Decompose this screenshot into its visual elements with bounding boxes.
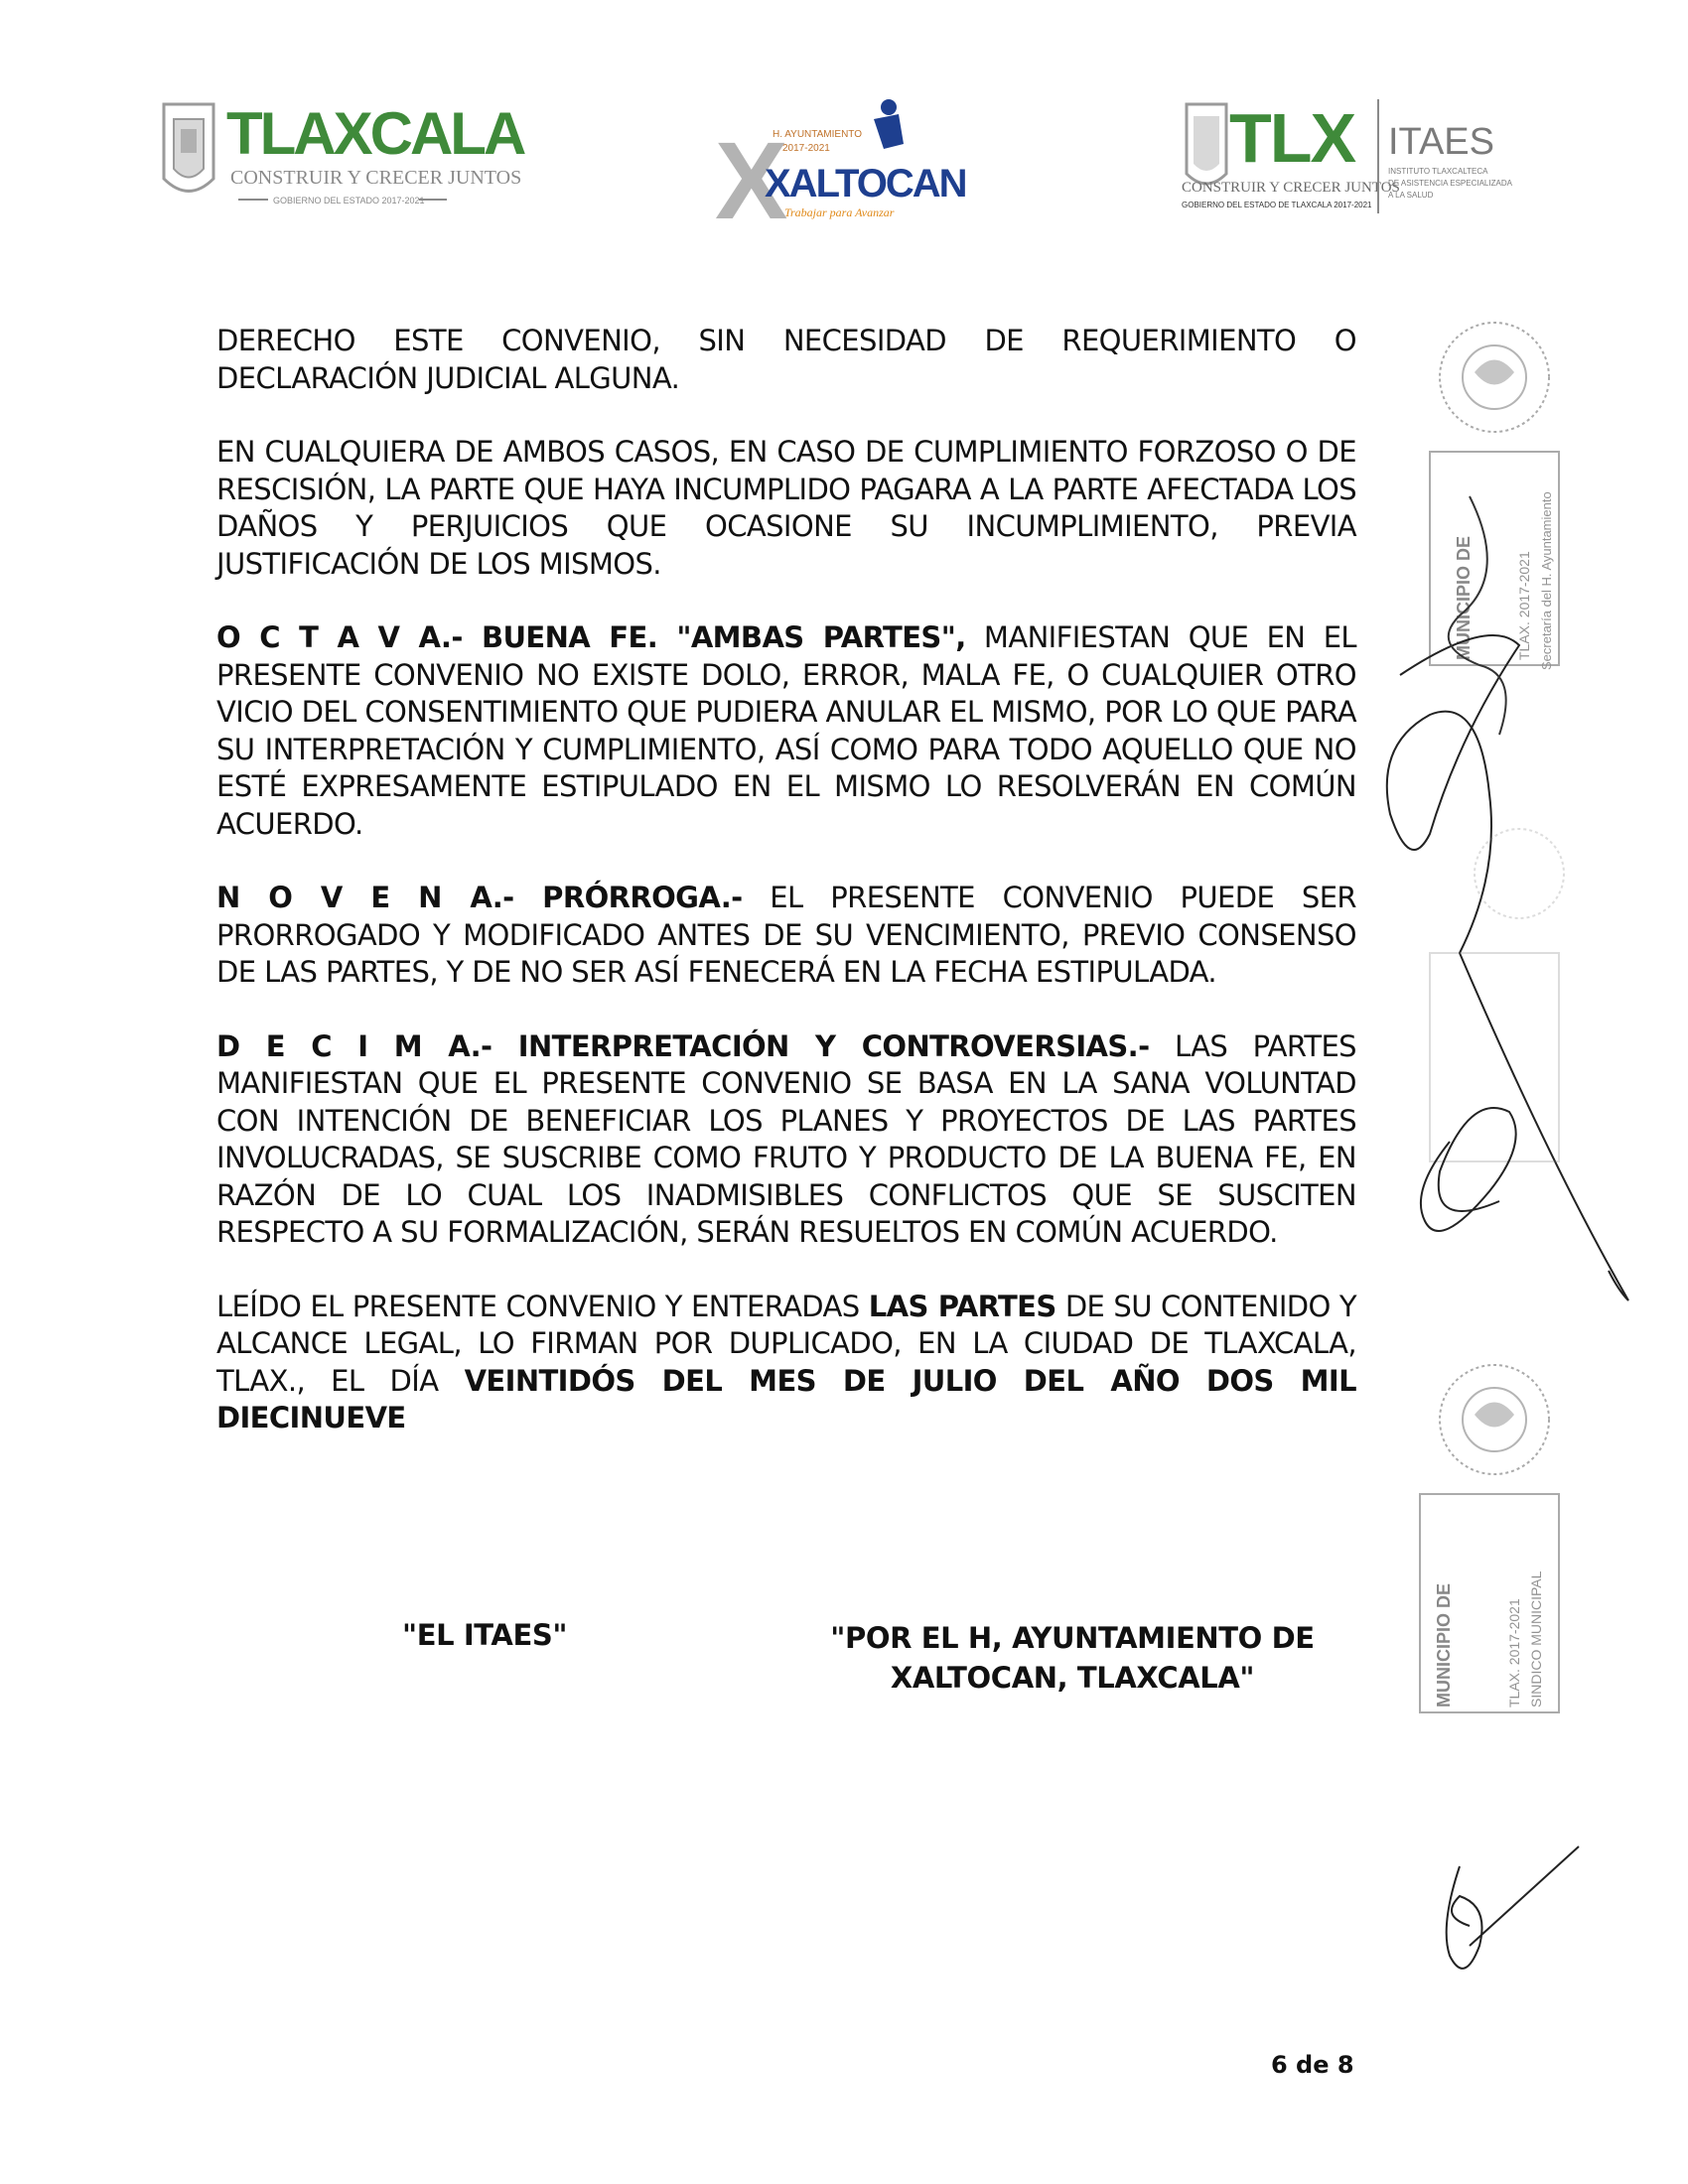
signature-label-ayuntamiento	[814, 1618, 1331, 1698]
faded-stamp-icon	[1430, 829, 1564, 1161]
clause-novena-heading: N O V E N A.- PRÓRROGA.-	[216, 881, 743, 914]
xaltocan-top: H. AYUNTAMIENTO	[773, 129, 863, 140]
clause-octava	[216, 619, 1356, 843]
paragraph-rescision: EN CUALQUIERA DE AMBOS CASOS, EN CASO DE CUMPLIMIENTO FORZOSO O DE RESCISIÓN, LA PARTE QUE HAYA INCUMPLIDO PAGARA A LA PARTE AFECTADA LOS DAÑOS Y PERJUICIOS QUE OCASIONE SU INCUMPLIMIENTO, PREVIA JUSTIFICACIÓN DE LOS MISMOS.	[216, 435, 1356, 581]
signature-label-itaes: "EL ITAES"	[402, 1618, 568, 1652]
xaltocan-logo	[685, 89, 966, 242]
xaltocan-wordmark: XALTOCAN	[765, 162, 966, 205]
stamp2-line1: MUNICIPIO DE	[1434, 1582, 1454, 1707]
clause-octava-text: MANIFIESTAN QUE EN EL PRESENTE CONVENIO NO EXISTE DOLO, ERROR, MALA FE, O CUALQUIER OTRO VICIO DEL CONSENTIMIENTO QUE PUDIERA ANULAR EL MISMO, POR LO QUE PARA SU INTERPRETACIÓN Y CUMPLIMIENTO, ASÍ COMO PARA TODO AQUELLO QUE NO ESTÉ EXPRESAMENTE ESTIPULADO EN EL MISMO LO RESOLVERÁN EN COMÚN ACUERDO.	[216, 620, 1356, 841]
signature-scribble-2-icon	[1421, 1108, 1516, 1231]
clause-decima-heading: D E C I M A.- INTERPRETACIÓN Y CONTROVERSIAS.-	[216, 1028, 1150, 1063]
paragraph-derecho: DERECHO ESTE CONVENIO, SIN NECESIDAD DE REQUERIMIENTO O DECLARACIÓN JUDICIAL ALGUNA.	[216, 324, 1356, 395]
signature-label-ayuntamiento-line1: "POR EL H, AYUNTAMIENTO DE	[830, 1621, 1315, 1655]
clause-novena	[216, 880, 1356, 992]
itaes-acronym: ITAES	[1388, 121, 1494, 163]
itaes-line1: INSTITUTO TLAXCALTECA	[1388, 167, 1488, 176]
tlaxcala-logo	[159, 94, 524, 233]
closing-date: VEINTIDÓS DEL MES DE JULIO DEL AÑO DOS MIL DIECINUEVE	[216, 1363, 1357, 1434]
stamp1-line1: MUNICIPIO DE	[1454, 535, 1474, 660]
tlx-wordmark: TLX	[1229, 99, 1355, 177]
clause-octava-heading: O C T A V A.- BUENA FE. "AMBAS PARTES",	[216, 620, 966, 654]
round-seal-icon	[1440, 323, 1549, 432]
itaes-line2: DE ASISTENCIA ESPECIALIZADA	[1388, 179, 1512, 188]
closing-text-a: LEÍDO EL PRESENTE CONVENIO Y ENTERADAS	[216, 1289, 869, 1323]
itaes-logo	[1182, 94, 1539, 233]
clause-novena-text: EL PRESENTE CONVENIO PUEDE SER PRORROGADO Y MODIFICADO ANTES DE SU VENCIMIENTO, PREVIO CONSENSO DE LAS PARTES, Y DE NO SER ASÍ FENECERÁ EN LA FECHA ESTIPULADA.	[216, 881, 1356, 989]
xaltocan-slogan: Trabajar para Avanzar	[784, 205, 895, 219]
closing-parties: LAS PARTES	[868, 1289, 1056, 1323]
signature-label-ayuntamiento-line2: XALTOCAN, TLAXCALA"	[890, 1661, 1255, 1695]
xaltocan-years: 2017-2021	[782, 143, 830, 154]
signature-scribble-3-icon	[1447, 1846, 1579, 1969]
tlaxcala-slogan: CONSTRUIR Y CRECER JUNTOS	[230, 167, 522, 189]
stamp2-line3: SINDICO MUNICIPAL	[1528, 1570, 1544, 1707]
closing-paragraph	[216, 1289, 1356, 1437]
page-header	[0, 84, 1688, 242]
clause-decima	[216, 1028, 1356, 1252]
page-number: 6 de 8	[1271, 2051, 1354, 2079]
stamp1-line2: TLAX. 2017-2021	[1516, 551, 1532, 660]
itaes-line3: A LA SALUD	[1388, 191, 1434, 200]
round-seal-2-icon	[1440, 1365, 1549, 1474]
signature-scribble-icon	[1387, 635, 1628, 1300]
stamp1-line3: Secretaría del H. Ayuntamiento	[1539, 491, 1554, 670]
stamp2-line2: TLAX. 2017-2021	[1506, 1598, 1522, 1707]
clause-decima-text: LAS PARTES MANIFIESTAN QUE EL PRESENTE CONVENIO SE BASA EN LA SANA VOLUNTAD CON INTENCIÓN DE BENEFICIAR LOS PLANES Y PROYECTOS DE LAS PARTES INVOLUCRADAS, SE SUSCRIBE COMO FRUTO Y PRODUCTO DE LA BUENA FE, EN RAZÓN DE LO CUAL LOS INADMISIBLES CONFLICTOS QUE SE SUSCITEN RESPECTO A SU FORMALIZACIÓN, SERÁN RESUELTOS EN COMÚN ACUERDO.	[216, 1028, 1356, 1249]
margin-stamps-and-signatures	[1370, 318, 1688, 2025]
svg-text:X: X	[715, 120, 788, 242]
document-body	[216, 323, 1356, 1474]
tlx-slogan: CONSTRUIR Y CRECER JUNTOS	[1182, 180, 1400, 196]
closing-text-c: DE SU CONTENIDO Y ALCANCE LEGAL, LO FIRMAN POR DUPLICADO, EN LA CIUDAD DE TLAXCALA, TLAX., EL DÍA	[216, 1289, 1357, 1398]
municipal-stamp-2-icon	[1420, 1494, 1559, 1712]
tlx-sub: GOBIERNO DEL ESTADO DE TLAXCALA 2017-2021	[1182, 201, 1372, 209]
tlaxcala-wordmark: TLAXCALA	[226, 100, 524, 167]
tlaxcala-sub: GOBIERNO DEL ESTADO 2017-2021	[273, 196, 425, 205]
